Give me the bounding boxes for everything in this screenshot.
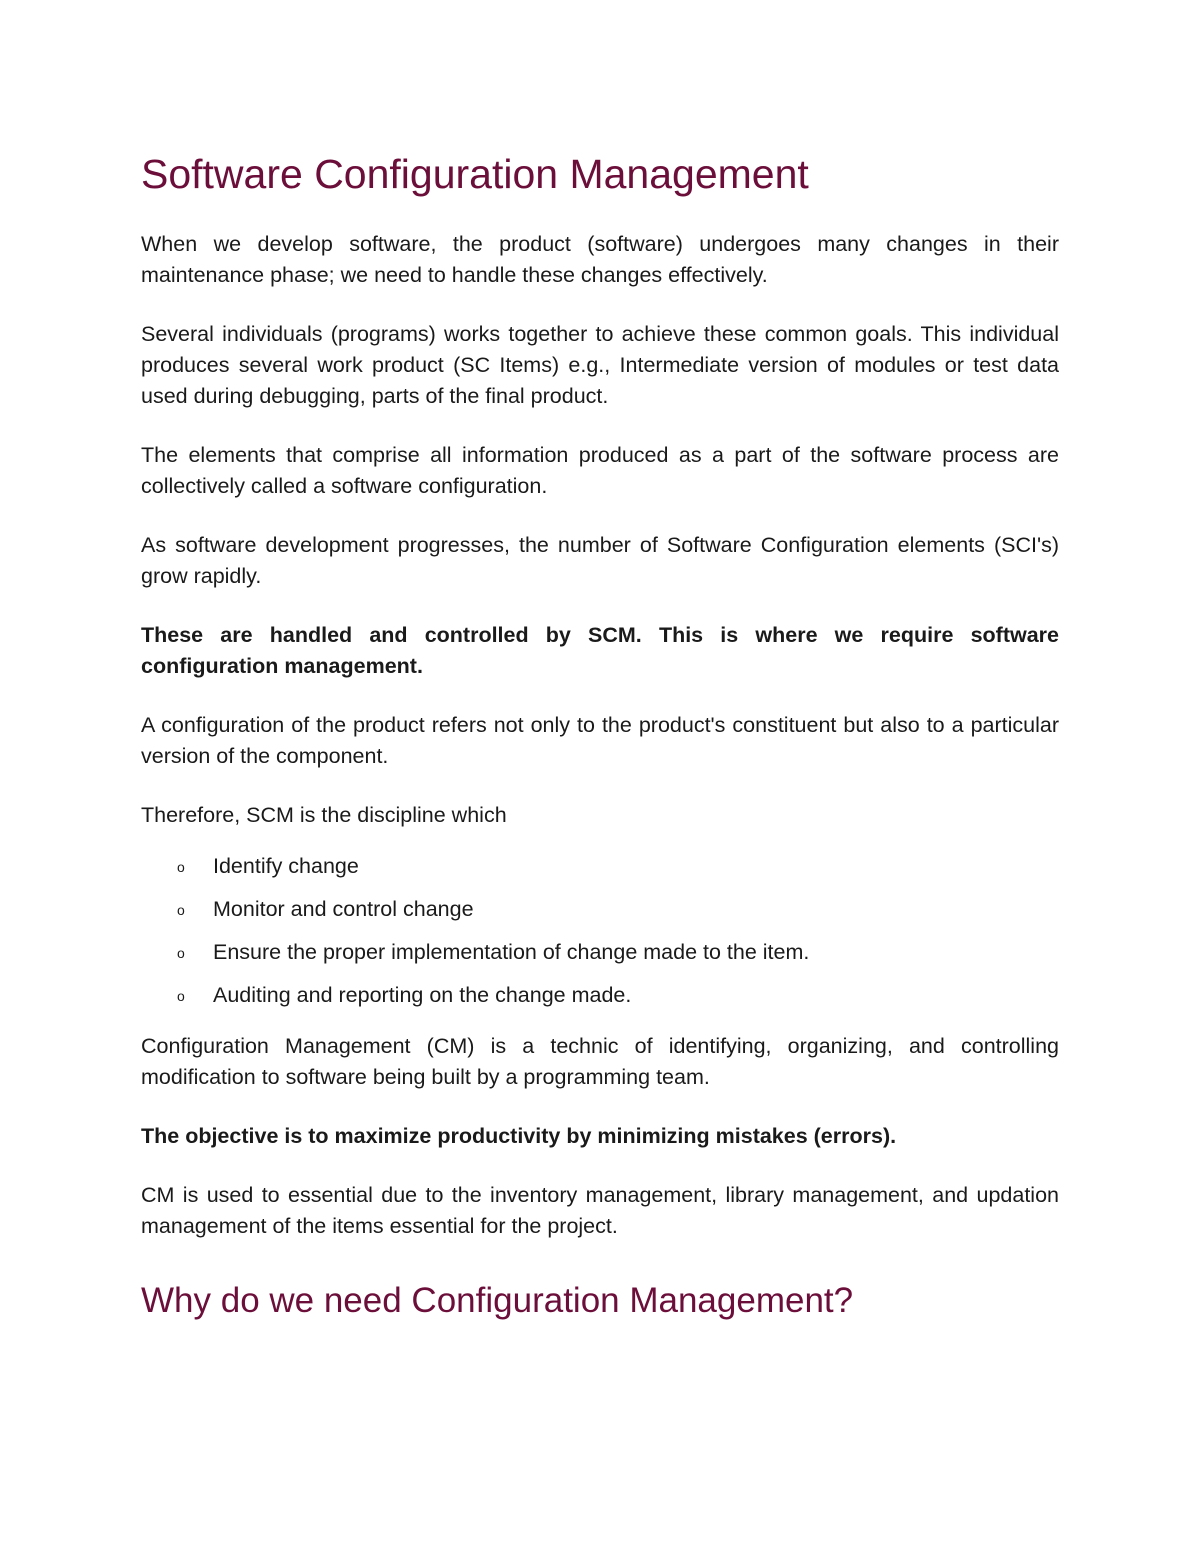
list-item-text: Auditing and reporting on the change made. (213, 983, 632, 1008)
paragraph-cm-definition: Configuration Management (CM) is a technic of identifying, organizing, and controlling modification to software being built by a programming team. (141, 1034, 1059, 1090)
page-title: Software Configuration Management (141, 151, 809, 197)
paragraph-configuration: A configuration of the product refers not only to the product's constituent but also to a particular version of the component. (141, 713, 1059, 769)
paragraph-discipline: Therefore, SCM is the discipline which (141, 803, 507, 828)
paragraph-progress: As software development progresses, the number of Software Configuration elements (SCI's) grow rapidly. (141, 533, 1059, 589)
list-item-text: Identify change (213, 854, 359, 879)
bullet-icon: o (177, 902, 185, 919)
list-item-text: Monitor and control change (213, 897, 474, 922)
paragraph-cm-essential: CM is used to essential due to the inventory management, library management, and updation management of the items essential for the project. (141, 1183, 1059, 1239)
bullet-icon: o (177, 945, 185, 962)
list-item (141, 937, 1059, 968)
paragraph-intro: When we develop software, the product (software) undergoes many changes in their maintenance phase; we need to handle these changes effectively. (141, 232, 1059, 288)
paragraph-elements: The elements that comprise all information produced as a part of the software process are collectively called a software configuration. (141, 443, 1059, 499)
bullet-icon: o (177, 859, 185, 876)
objective-statement: The objective is to maximize productivity by minimizing mistakes (errors). (141, 1124, 897, 1149)
list-item (141, 851, 1059, 882)
list-item (141, 894, 1059, 925)
bold-statement: These are handled and controlled by SCM. This is where we require software configuration management. (141, 623, 1059, 679)
bullet-list (141, 851, 1059, 1011)
section-heading: Why do we need Configuration Management? (141, 1281, 854, 1321)
list-item-text: Ensure the proper implementation of change made to the item. (213, 940, 810, 965)
paragraph-individuals: Several individuals (programs) works together to achieve these common goals. This individual produces several work product (SC Items) e.g., Intermediate version of modules or test data used during debugging, parts of the final product. (141, 322, 1059, 409)
list-item (141, 980, 1059, 1011)
bullet-icon: o (177, 988, 185, 1005)
document-page (141, 150, 1059, 1322)
